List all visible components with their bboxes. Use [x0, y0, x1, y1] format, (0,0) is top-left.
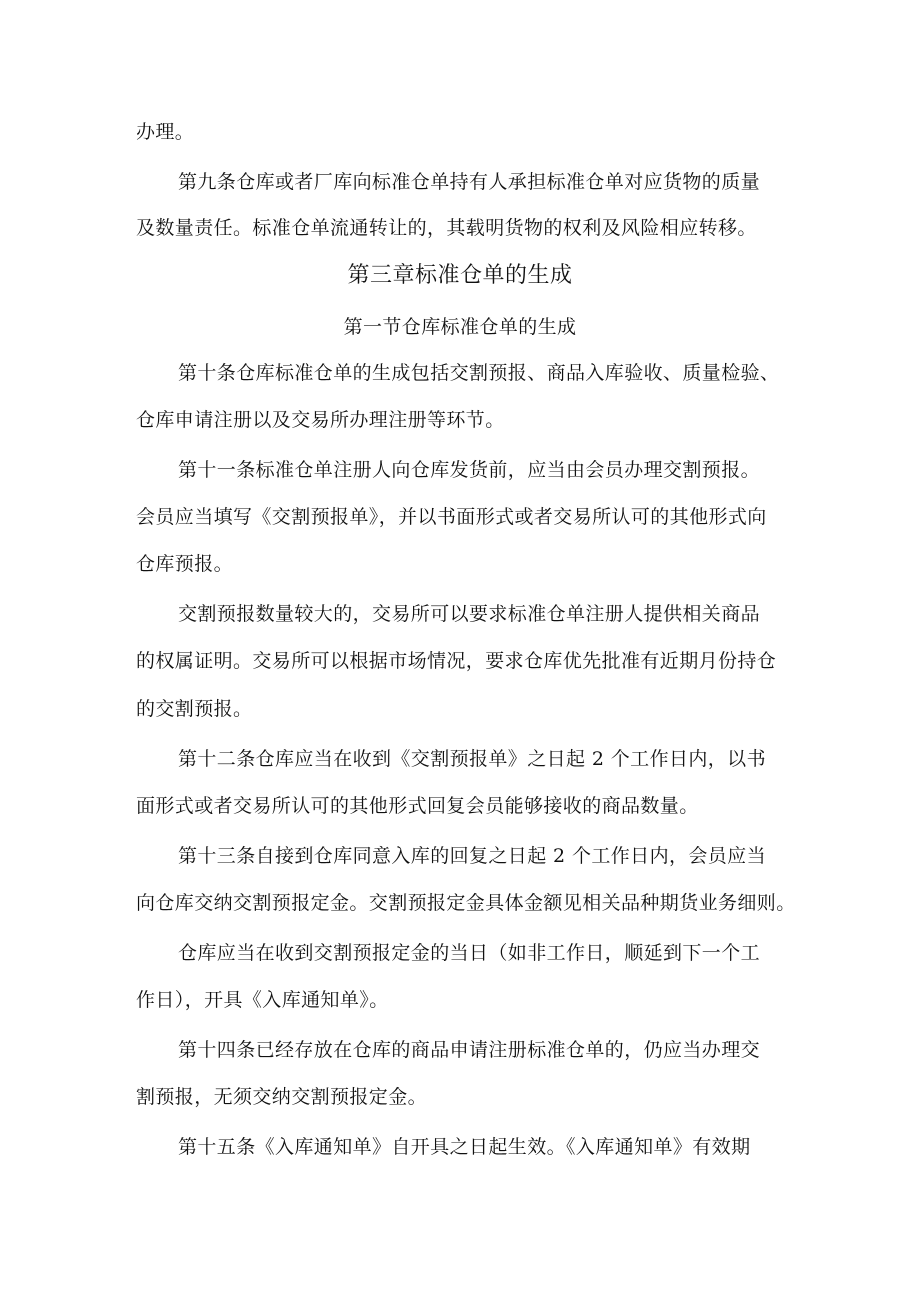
paragraph-line: 会员应当填写《交割预报单》，并以书面形式或者交易所认可的其他形式向	[136, 506, 767, 528]
paragraph-line: 向仓库交纳交割预报定金。交割预报定金具体金额见相关品种期货业务细则。	[136, 892, 796, 914]
paragraph-line: 的交割预报。	[136, 698, 253, 720]
paragraph-line: 第十一条标准仓单注册人向仓库发货前，应当由会员办理交割预报。	[178, 459, 761, 481]
paragraph-line: 第十五条《入库通知单》自开具之日起生效。《入库通知单》有效期	[178, 1136, 751, 1158]
paragraph-line: 第十条仓库标准仓单的生成包括交割预报、商品入库验收、质量检验、	[178, 362, 780, 384]
paragraph-line: 仓库应当在收到交割预报定金的当日（如非工作日，顺延到下一个工	[178, 942, 761, 964]
paragraph-line: 作日），开具《入库通知单》。	[136, 989, 389, 1011]
paragraph-line: 仓库申请注册以及交易所办理注册等环节。	[136, 409, 505, 431]
paragraph-line: 及数量责任。标准仓单流通转让的，其载明货物的权利及风险相应转移。	[136, 217, 757, 239]
chapter-title: 第三章标准仓单的生成	[347, 263, 573, 288]
paragraph-line: 第十三条自接到仓库同意入库的回复之日起 2 个工作日内，会员应当	[178, 845, 766, 867]
paragraph-line: 割预报，无须交纳交割预报定金。	[136, 1086, 428, 1108]
paragraph-line: 仓库预报。	[136, 553, 234, 575]
paragraph-line: 的权属证明。交易所可以根据市场情况，要求仓库优先批准有近期月份持仓	[136, 650, 777, 672]
section-title: 第一节仓库标准仓单的生成	[343, 316, 577, 338]
paragraph-line: 面形式或者交易所认可的其他形式回复会员能够接收的商品数量。	[136, 795, 699, 817]
paragraph-line: 办理。	[136, 121, 195, 143]
paragraph-line: 第十二条仓库应当在收到《交割预报单》之日起 2 个工作日内，以书	[178, 748, 766, 770]
paragraph-line: 第九条仓库或者厂库向标准仓单持有人承担标准仓单对应货物的质量	[178, 171, 761, 193]
paragraph-line: 第十四条已经存放在仓库的商品申请注册标准仓单的，仍应当办理交	[178, 1039, 761, 1061]
paragraph-line: 交割预报数量较大的，交易所可以要求标准仓单注册人提供相关商品	[178, 603, 761, 625]
